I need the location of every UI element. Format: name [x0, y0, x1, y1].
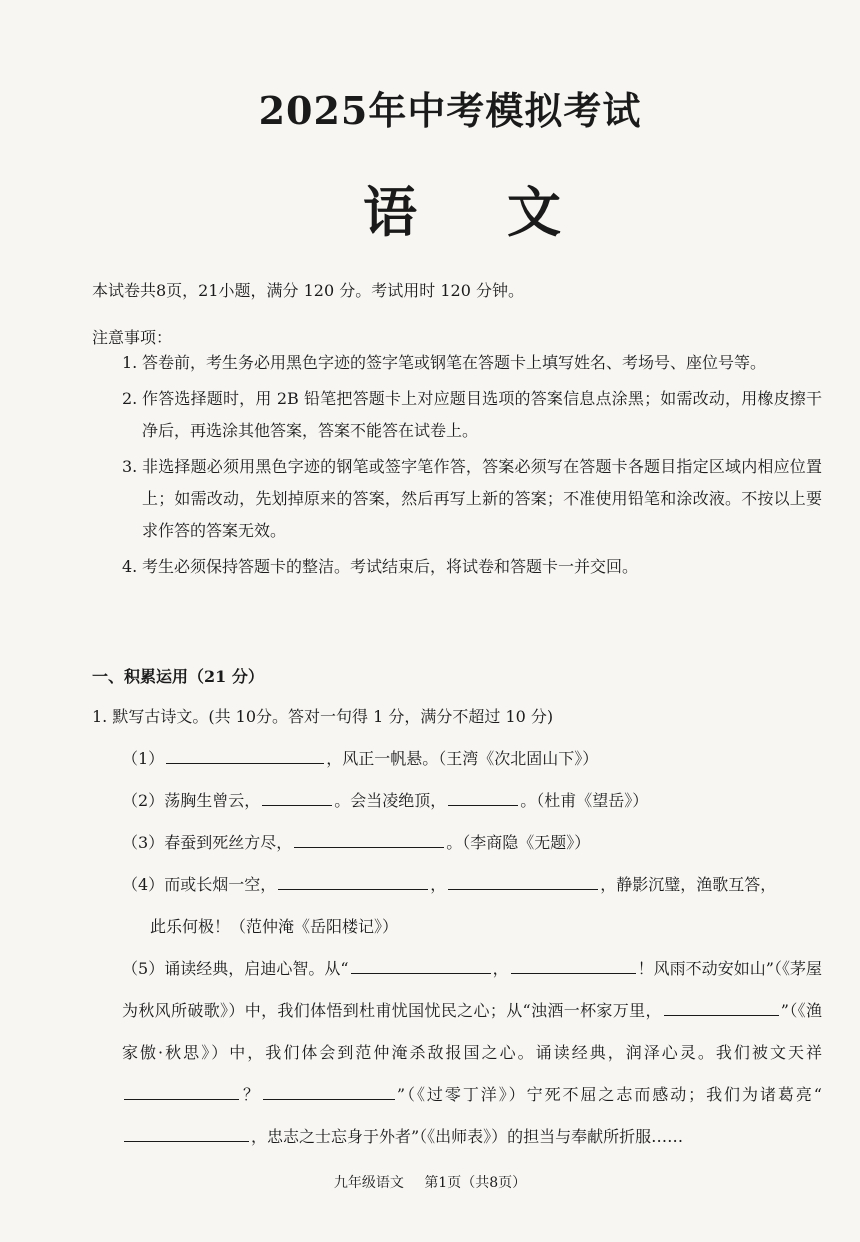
notice-number: 4.	[122, 557, 138, 576]
subject-char-2: 文	[507, 180, 561, 244]
notice-number: 1.	[122, 353, 138, 372]
answer-blank[interactable]	[294, 829, 444, 848]
notice-item	[122, 451, 822, 547]
notice-text: 非选择题必须用黑色字迹的钢笔或签字笔作答，答案必须写在答题卡各题目指定区域内相应位置上；如需改动，先划掉原来的答案，然后再写上新的答案；不准使用铅笔和涂改液。不按以上要求作答的答案无效。	[142, 457, 822, 540]
sub-question-5: （5）诵读经典，启迪心智。从“ ， ！风雨不动安如山”（《茅屋为秋风所破歌》）中，我们体悟到杜甫忧国忧民之心；从“浊酒一杯家万里， ”（《渔家傲·秋思》）中，我们体会到范仲淹杀敌报国之心。诵读经典，润泽心灵。我们被文天祥？ ”（《过零丁洋》）宁死不屈之志而感动；我们为诸葛亮“，忠志之士忘身于外者”（《出师表》）的担当与奉献所折服……	[122, 948, 822, 1158]
notice-item	[122, 347, 822, 379]
question-1-title: 1. 默写古诗文。(共 10分。答对一句得 1 分，满分不超过 10 分)	[92, 707, 554, 726]
notice-text: 考生必须保持答题卡的整洁。考试结束后，将试卷和答题卡一并交回。	[142, 557, 639, 576]
page-footer	[0, 1172, 860, 1192]
notice-list	[122, 347, 822, 587]
answer-blank[interactable]	[448, 871, 598, 890]
section-title: 一、积累运用（21 分）	[92, 667, 264, 686]
footer-page-number: 第1页（共8页）	[424, 1175, 527, 1191]
sub-question-2: （2）荡胸生曾云， 。会当凌绝顶， 。（杜甫《望岳》）	[122, 780, 822, 822]
subject-title	[0, 170, 860, 247]
notice-text: 答卷前，考生务必用黑色字迹的签字笔或钢笔在答题卡上填写姓名、考场号、座位号等。	[142, 353, 767, 372]
answer-blank[interactable]	[351, 955, 491, 974]
notice-number: 3.	[122, 457, 138, 476]
answer-blank[interactable]	[278, 871, 428, 890]
question-1-items	[122, 738, 822, 1158]
notice-text: 作答选择题时，用 2B 铅笔把答题卡上对应题目选项的答案信息点涂黑；如需改动，用橡皮擦干净后，再选涂其他答案，答案不能答在试卷上。	[142, 389, 822, 440]
exam-title: 2025年中考模拟考试	[258, 88, 642, 133]
notice-title: 注意事项：	[92, 328, 173, 347]
sub-question-4: （4）而或长烟一空， ， ，静影沉璧，渔歌互答，	[122, 864, 822, 906]
answer-blank[interactable]	[124, 1081, 239, 1100]
answer-blank[interactable]	[263, 1081, 395, 1100]
answer-blank[interactable]	[166, 745, 324, 764]
sub-question-3: （3）春蚕到死丝方尽， 。（李商隐《无题》）	[122, 822, 822, 864]
footer-grade: 九年级语文	[333, 1175, 404, 1191]
notice-item	[122, 551, 822, 583]
subject-char-1: 语	[363, 180, 417, 244]
notice-item	[122, 383, 822, 447]
notice-number: 2.	[122, 389, 138, 408]
sub-question-1: （1） ，风正一帆悬。（王湾《次北固山下》）	[122, 738, 822, 780]
answer-blank[interactable]	[511, 955, 636, 974]
answer-blank[interactable]	[664, 997, 779, 1016]
sub-question-4-line2: 此乐何极！（范仲淹《岳阳楼记》）	[150, 917, 399, 936]
exam-intro: 本试卷共8页，21小题，满分 120 分。考试用时 120 分钟。	[92, 281, 524, 300]
answer-blank[interactable]	[124, 1123, 249, 1142]
answer-blank[interactable]	[262, 787, 332, 806]
answer-blank[interactable]	[448, 787, 518, 806]
